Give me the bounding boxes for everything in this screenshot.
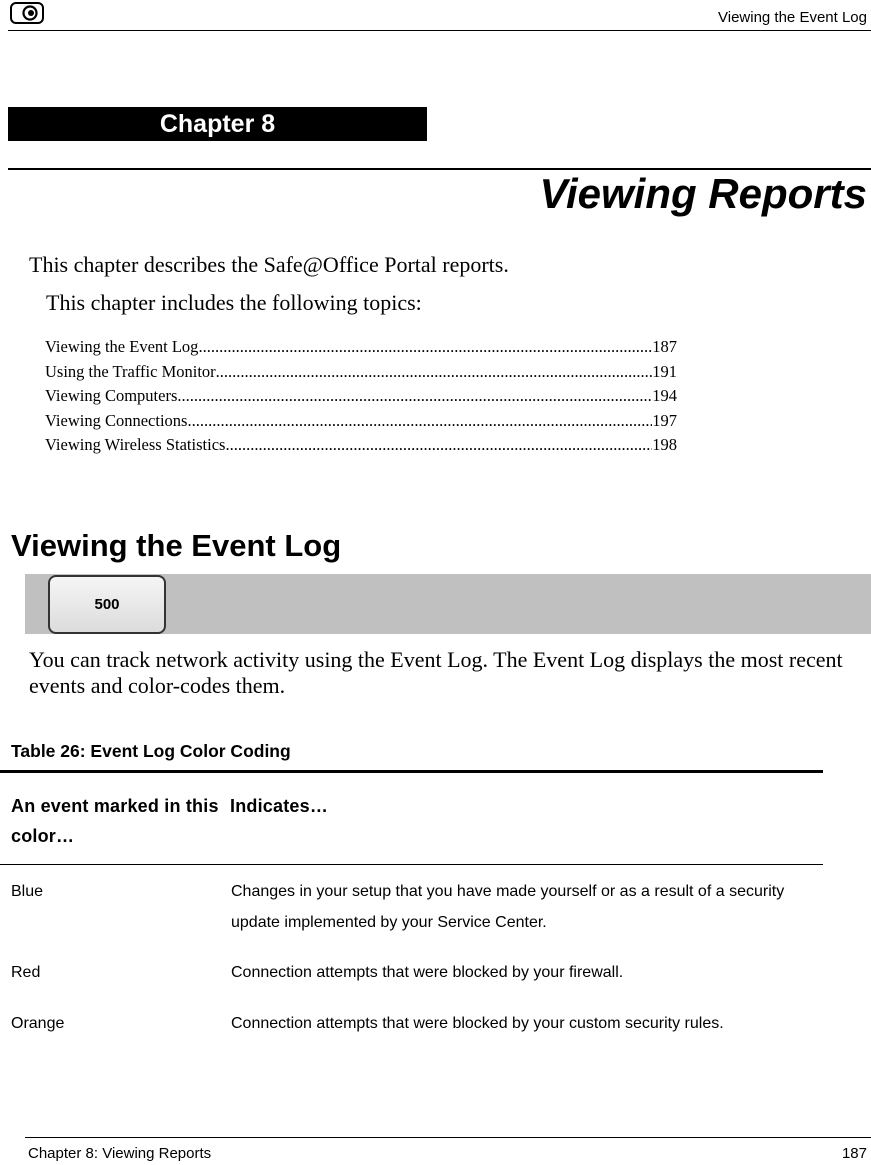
table-cell-color: Orange (11, 1015, 65, 1032)
table-caption: Table 26: Event Log Color Coding (11, 741, 291, 761)
toc-entry-title[interactable]: Viewing Connections (45, 410, 188, 430)
table-top-rule (0, 770, 823, 773)
toc-entry[interactable] (45, 409, 677, 434)
toc-entry[interactable] (45, 360, 677, 385)
toc-leader (177, 384, 652, 409)
table-header-rule (0, 864, 823, 865)
footer-chapter: Chapter 8: Viewing Reports (28, 1145, 212, 1162)
toc-leader (225, 433, 652, 458)
section-body: You can track network activity using the Event Log. The Event Log displays the most recent events and color-codes them. (29, 647, 843, 698)
toc-entry-title[interactable]: Viewing Computers (45, 386, 178, 406)
toc-entry-page[interactable]: 194 (652, 386, 677, 406)
toc-entry-title[interactable]: Viewing the Event Log (45, 337, 199, 356)
table-cell-meaning: Connection attempts that were blocked by your firewall. (231, 964, 624, 981)
toc-leader (187, 409, 652, 434)
topics-intro: This chapter includes the following topics: (46, 290, 422, 315)
toc-entry-page[interactable]: 198 (652, 435, 677, 455)
chapter-toc (45, 335, 677, 458)
table-cell-meaning: Changes in your setup that you have made yourself or as a result of a security update implemented by your Service Center. (231, 883, 785, 931)
toc-entry-title[interactable]: Viewing Wireless Statistics (45, 435, 226, 455)
footer-page-number: 187 (841, 1145, 867, 1162)
safe-office-logo-icon (10, 2, 44, 24)
chapter-intro: This chapter describes the Safe@Office Portal reports. (29, 252, 509, 277)
toc-leader (198, 335, 652, 360)
toc-entry-page[interactable]: 191 (652, 361, 677, 381)
toc-entry[interactable] (45, 335, 677, 360)
section-title: Viewing the Event Log (11, 528, 342, 563)
plan-availability-bar (25, 574, 871, 634)
table-cell-meaning: Connection attempts that were blocked by your custom security rules. (231, 1015, 724, 1032)
table-cell-color: Blue (11, 883, 44, 900)
table-cell-color: Red (11, 964, 41, 981)
toc-leader (216, 360, 653, 385)
table-header-indicates: Indicates… (230, 796, 329, 816)
chapter-label: Chapter 8 (8, 107, 427, 141)
toc-entry[interactable] (45, 433, 677, 458)
toc-entry-page[interactable]: 197 (652, 410, 677, 430)
chapter-title: Viewing Reports (539, 170, 867, 217)
toc-entry-title[interactable]: Using the Traffic Monitor (45, 361, 216, 381)
footer-divider (25, 1137, 871, 1138)
table-header-color: An event marked in this color… (11, 796, 219, 846)
running-header-title: Viewing the Event Log (718, 9, 867, 26)
toc-entry[interactable] (45, 384, 677, 409)
plan-badge: 500 (48, 575, 166, 634)
header-divider (8, 30, 871, 31)
toc-entry-page[interactable]: 187 (652, 337, 677, 356)
